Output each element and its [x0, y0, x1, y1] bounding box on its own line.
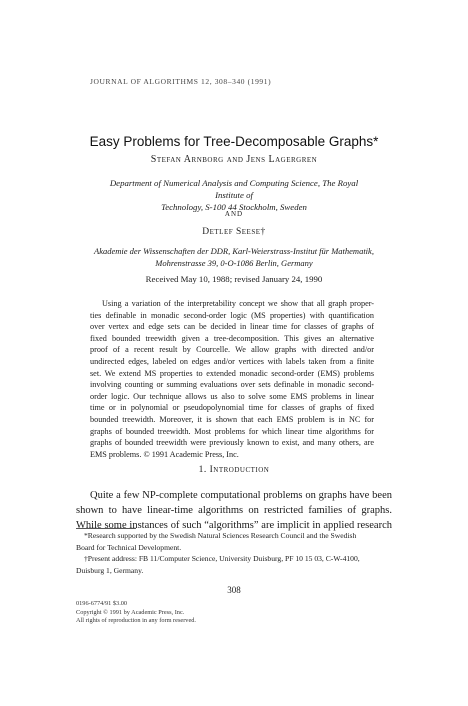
copyright-block	[76, 600, 196, 626]
affiliation-1-line: Technology, S-100 44 Stockholm, Sweden	[161, 202, 307, 212]
abstract-line: Using a variation of the interpretability concept we show that all graph proper-	[102, 299, 374, 308]
footnote-line: Board for Technical Development.	[76, 542, 182, 552]
footnote-line: †Present address: FB 11/Computer Science, University Duisburg, PF 10 15 03, C-W-4100,	[84, 554, 360, 563]
abstract-line: bounded treewidth. Moreover, it is shown that each EMS problem is in NC for	[90, 414, 374, 424]
author-names: Stefan Arnborg and Jens Lagergren	[150, 154, 318, 165]
footnotes	[76, 530, 392, 576]
abstract-line: EMS problems. © 1991 Academic Press, Inc.	[90, 449, 239, 459]
abstract	[90, 298, 374, 460]
journal-header: JOURNAL OF ALGORITHMS 12, 308–340 (1991)	[90, 77, 272, 86]
copyright-line: 0196-6774/91 $3.00	[76, 600, 128, 607]
abstract-line: time or in polynomial or pseudopolynomial time for classes of graphs of fixed	[90, 403, 374, 413]
page-number: 308	[227, 585, 241, 595]
abstract-line: over vertex and edge sets can be decided in linear time for classes of graphs of	[90, 322, 374, 332]
abstract-line: fixed bounded treewidth given a tree-decomposition. This gives an alternative	[90, 333, 374, 343]
section-heading: 1. Introduction	[198, 465, 270, 475]
abstract-line: set. We extend MS properties to extended monadic second-order (EMS) problems	[90, 368, 374, 378]
footnote-line: *Research supported by the Swedish Natural Sciences Research Council and the Swedish	[84, 531, 357, 540]
and-separator: AND	[224, 210, 244, 218]
footnote-rule	[76, 528, 136, 529]
abstract-line: order logic. Our technique allows us also to solve some EMS problems in linear	[90, 391, 374, 401]
intro-line: While some instances of such “algorithms” are implicit in applied research	[76, 520, 392, 531]
paper-title: Easy Problems for Tree-Decomposable Graphs*	[89, 134, 379, 149]
affiliation-2-line: Akademie der Wissenschaften der DDR, Karl-Weierstrass-Institut für Mathematik,	[94, 246, 374, 256]
abstract-line: graphs of bounded treewidth. Most problems for which linear time algorithms for	[90, 426, 374, 436]
intro-line: Quite a few NP-complete computational problems on graphs have been	[90, 490, 392, 501]
affiliation-1-line: Department of Numerical Analysis and Computing Science, The Royal Institute of	[109, 178, 359, 200]
intro-line: shown to have linear-time algorithms on restricted families of graphs.	[76, 505, 392, 516]
abstract-line: graphs of bounded treewidth were previously known to exist, and many others, are	[90, 438, 374, 448]
abstract-line: undirected edges, labeled on edges and/or vertices with labels taken from a finite	[90, 356, 374, 366]
intro-paragraph	[76, 488, 392, 533]
footnote-line: Duisburg 1, Germany.	[76, 565, 144, 575]
affiliation-1	[98, 177, 370, 213]
affiliation-2	[82, 245, 386, 269]
copyright-line: All rights of reproduction in any form reserved.	[76, 617, 196, 625]
copyright-line: Copyright © 1991 by Academic Press, Inc.	[76, 608, 185, 616]
affiliation-2-line: Mohrenstrasse 39, 0-O-1086 Berlin, Germany	[155, 258, 313, 268]
received-dates: Received May 10, 1988; revised January 24, 1990	[145, 274, 323, 284]
abstract-line: ties definable in monadic second-order logic (MS properties) with quantification	[90, 310, 374, 320]
abstract-line: proof of a recent result by Courcelle. We allow graphs with directed and/or	[90, 345, 374, 355]
abstract-line: involving counting or summing evaluations over sets definable in monadic second-	[90, 380, 374, 390]
author-name-2: Detlef Seese†	[202, 227, 266, 237]
